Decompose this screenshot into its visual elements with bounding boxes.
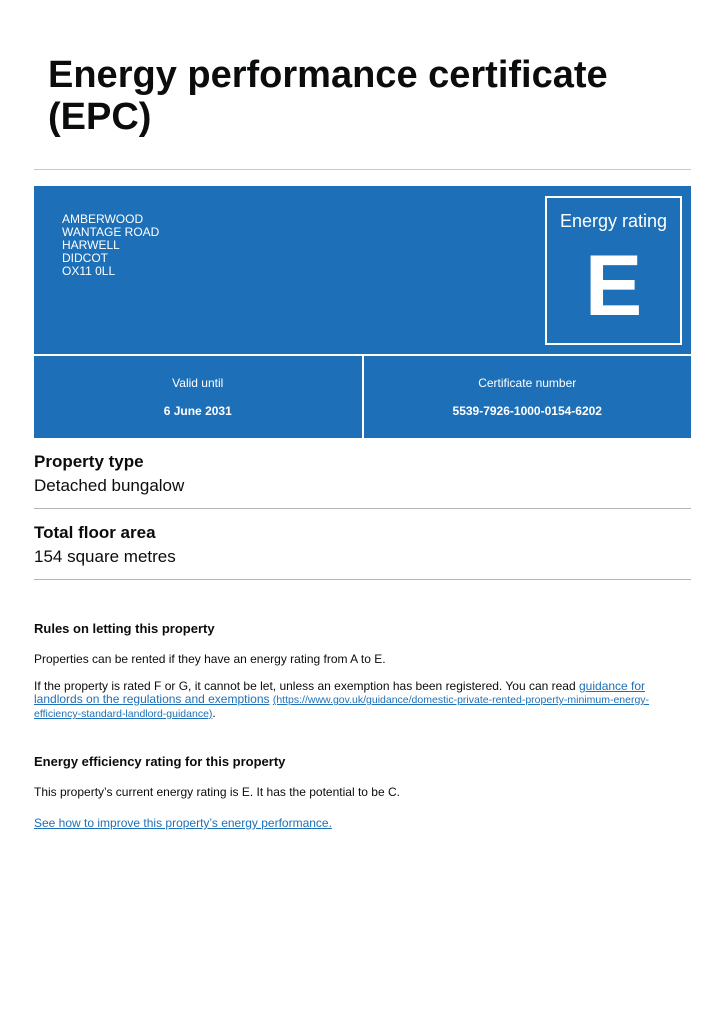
address-line-3: HARWELL: [62, 238, 120, 252]
landlord-guidance-link[interactable]: guidance for landlords on the regulations and exemptions: [34, 679, 646, 706]
title-divider: [34, 169, 691, 170]
efficiency-heading: Energy efficiency rating for this property: [34, 754, 286, 769]
property-type-section: [34, 451, 691, 497]
letting-rules-para-2-prefix: If the property is rated F or G, it cannot be let, unless an exemption has been registered. You can read: [34, 679, 579, 693]
property-type-value: Detached bungalow: [34, 476, 185, 495]
page-title: Energy performance certificate (EPC): [48, 54, 608, 138]
floor-area-section: [34, 522, 691, 568]
property-type-heading: Property type: [34, 452, 144, 471]
valid-until-cell: [34, 356, 362, 438]
valid-until-label: Valid until: [172, 376, 224, 390]
address-postcode: OX11 0LL: [62, 264, 116, 278]
epc-banner: [34, 186, 691, 354]
certificate-info-row: [34, 356, 691, 438]
energy-rating-label: Energy rating: [559, 211, 668, 231]
letting-rules-para-2: [34, 680, 694, 721]
property-address: [62, 213, 159, 278]
energy-rating-box: [545, 196, 682, 345]
summary-divider-2: [34, 579, 691, 580]
letting-rules-heading: Rules on letting this property: [34, 621, 215, 636]
floor-area-value: 154 square metres: [34, 547, 176, 566]
address-line-2: WANTAGE ROAD: [62, 225, 160, 239]
energy-rating-letter: E: [584, 238, 643, 334]
improve-performance-link[interactable]: See how to improve this property’s energy performance.: [34, 816, 332, 830]
certificate-number-value: 5539-7926-1000-0154-6202: [452, 404, 602, 418]
floor-area-heading: Total floor area: [34, 523, 156, 542]
address-line-1: AMBERWOOD: [62, 212, 144, 226]
improve-performance-para: [34, 817, 694, 830]
summary-divider-1: [34, 508, 691, 509]
landlord-guidance-url[interactable]: (https://www.gov.uk/guidance/domestic-private-rented-property-minimum-energy-efficiency-standard-landlord-guidance): [34, 694, 650, 720]
certificate-number-label: Certificate number: [478, 376, 577, 390]
address-line-4: DIDCOT: [62, 251, 108, 265]
certificate-number-cell: [364, 356, 692, 438]
letting-rules-para-2-suffix: .: [212, 706, 216, 720]
letting-rules-para-1: Properties can be rented if they have an energy rating from A to E.: [34, 652, 386, 666]
efficiency-text: This property’s current energy rating is E. It has the potential to be C.: [34, 785, 400, 799]
valid-until-value: 6 June 2031: [163, 404, 232, 418]
